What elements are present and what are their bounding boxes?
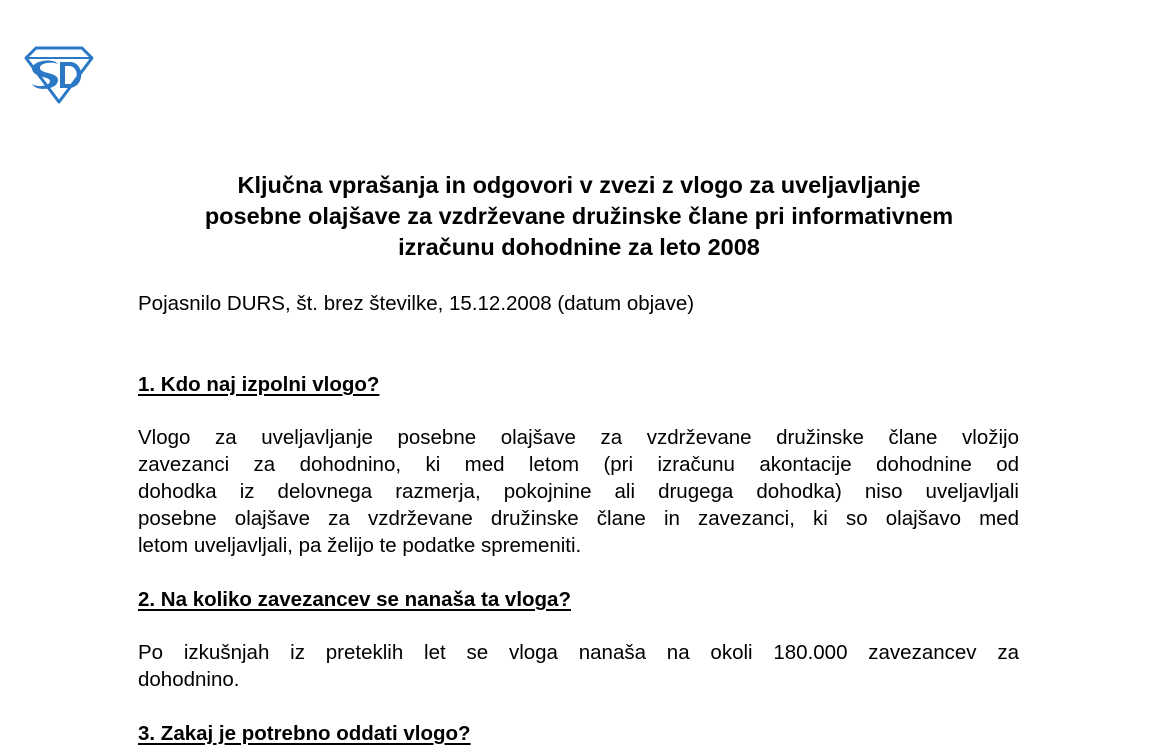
paragraph-line: Po izkušnjah iz preteklih let se vloga nanaša na okoli 180.000 zavezancev za — [138, 641, 1019, 664]
sd-diamond-logo-icon — [20, 46, 98, 104]
paragraph-line: zavezanci za dohodnino, ki med letom (pri izračunu akontacije dohodnine od — [138, 453, 1019, 476]
title-line: izračunu dohodnine za leto 2008 — [398, 234, 760, 260]
paragraph-line: letom uveljavljali, pa želijo te podatke spremeniti. — [138, 534, 582, 557]
title-line: Ključna vprašanja in odgovori v zvezi z vlogo za uveljavljanje — [237, 172, 921, 198]
document-title — [120, 170, 1038, 263]
section-heading-3: 3. Zakaj je potrebno oddati vlogo? — [138, 722, 471, 745]
paragraph-line: dohodka iz delovnega razmerja, pokojnine ali drugega dohodka) niso uveljavljali — [138, 480, 1019, 503]
document-subtitle: Pojasnilo DURS, št. brez številke, 15.12.2008 (datum objave) — [138, 292, 695, 315]
paragraph-line: dohodnino. — [138, 668, 240, 691]
paragraph-line: posebne olajšave za vzdrževane družinske člane in zavezanci, ki so olajšavo med — [138, 507, 1019, 530]
title-line: posebne olajšave za vzdrževane družinske člane pri informativnem — [204, 203, 954, 229]
section-paragraph-1 — [138, 424, 1019, 559]
paragraph-line: Vlogo za uveljavljanje posebne olajšave za vzdrževane družinske člane vložijo — [138, 426, 1019, 449]
section-heading-1: 1. Kdo naj izpolni vlogo? — [138, 373, 380, 396]
section-heading-2: 2. Na koliko zavezancev se nanaša ta vloga? — [138, 588, 571, 611]
section-paragraph-2 — [138, 639, 1019, 693]
